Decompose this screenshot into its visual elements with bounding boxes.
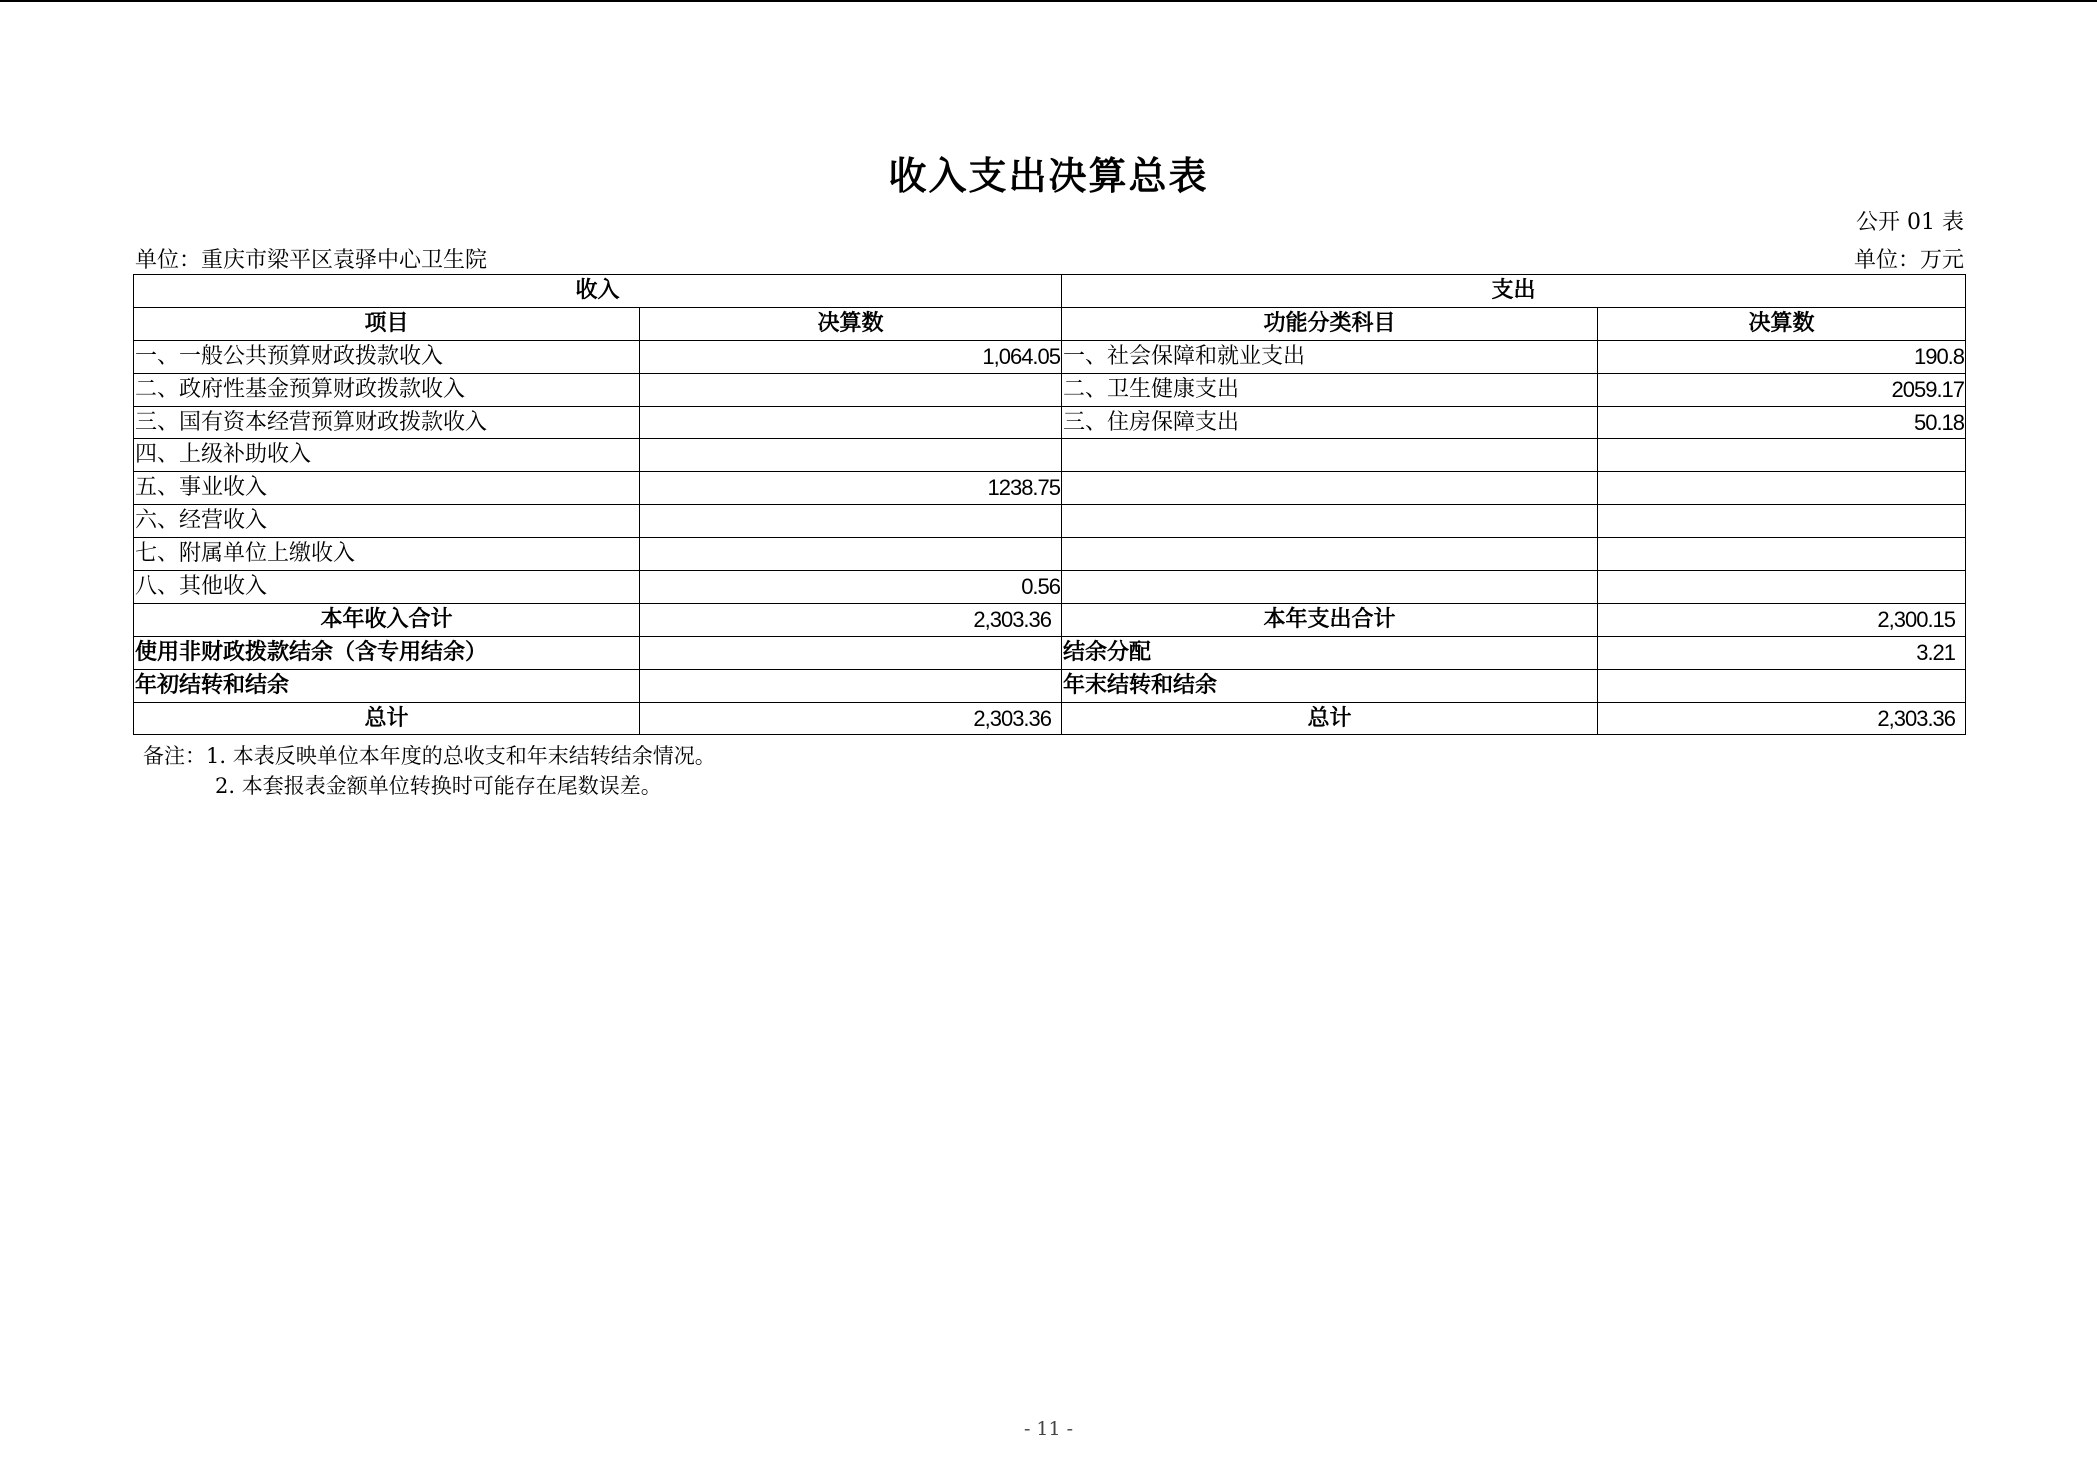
expense-amount bbox=[1598, 439, 1966, 472]
income-item: 一、一般公共预算财政拨款收入 bbox=[134, 340, 640, 373]
table-row bbox=[134, 538, 1966, 571]
income-amount: 1238.75 bbox=[640, 472, 1062, 505]
income-item: 八、其他收入 bbox=[134, 571, 640, 604]
table-row bbox=[134, 439, 1966, 472]
table-row bbox=[134, 505, 1966, 538]
expense-item bbox=[1062, 439, 1598, 472]
budget-summary-table bbox=[133, 274, 1966, 735]
year-expense-total-value: 2,300.15 bbox=[1598, 603, 1966, 636]
expense-amount bbox=[1598, 505, 1966, 538]
grand-total-expense-label: 总计 bbox=[1062, 702, 1598, 735]
table-row bbox=[134, 472, 1966, 505]
income-item: 六、经营收入 bbox=[134, 505, 640, 538]
note-line-2: 2. 本套报表金额单位转换时可能存在尾数误差。 bbox=[215, 774, 662, 798]
table-row bbox=[134, 571, 1966, 604]
year-income-total-label: 本年收入合计 bbox=[134, 603, 640, 636]
income-item: 五、事业收入 bbox=[134, 472, 640, 505]
table-column-header-row bbox=[134, 307, 1966, 340]
income-amount bbox=[640, 439, 1062, 472]
table-row bbox=[134, 373, 1966, 406]
end-balance-label: 年末结转和结余 bbox=[1062, 669, 1598, 702]
nonfiscal-balance-value bbox=[640, 636, 1062, 669]
income-amount bbox=[640, 373, 1062, 406]
income-amount bbox=[640, 505, 1062, 538]
expense-item: 三、住房保障支出 bbox=[1062, 406, 1598, 439]
grand-total-income-value: 2,303.36 bbox=[640, 702, 1062, 735]
expense-amount: 190.8 bbox=[1598, 340, 1966, 373]
year-income-total-value: 2,303.36 bbox=[640, 603, 1062, 636]
begin-balance-label: 年初结转和结余 bbox=[134, 669, 640, 702]
column-header-expense-amount: 决算数 bbox=[1598, 307, 1966, 340]
income-item: 二、政府性基金预算财政拨款收入 bbox=[134, 373, 640, 406]
column-header-income-amount: 决算数 bbox=[640, 307, 1062, 340]
column-header-item: 项目 bbox=[134, 307, 640, 340]
table-section-header-row bbox=[134, 275, 1966, 308]
begin-balance-value bbox=[640, 669, 1062, 702]
note-line-1: 备注：1. 本表反映单位本年度的总收支和年末结转结余情况。 bbox=[143, 744, 716, 768]
expense-amount bbox=[1598, 538, 1966, 571]
year-expense-total-label: 本年支出合计 bbox=[1062, 603, 1598, 636]
grand-total-income-label: 总计 bbox=[134, 702, 640, 735]
organization-unit: 单位：重庆市梁平区袁驿中心卫生院 bbox=[135, 248, 488, 273]
balance-usage-row bbox=[134, 636, 1966, 669]
form-number: 公开 01 表 bbox=[1856, 210, 1964, 235]
expense-amount: 2059.17 bbox=[1598, 373, 1966, 406]
expense-item: 一、社会保障和就业支出 bbox=[1062, 340, 1598, 373]
income-amount bbox=[640, 406, 1062, 439]
table-row bbox=[134, 406, 1966, 439]
expense-section-header: 支出 bbox=[1062, 275, 1966, 308]
top-border-line bbox=[0, 0, 2097, 2]
expense-amount bbox=[1598, 472, 1966, 505]
end-balance-value bbox=[1598, 669, 1966, 702]
table-row bbox=[134, 340, 1966, 373]
surplus-distribution-value: 3.21 bbox=[1598, 636, 1966, 669]
expense-item bbox=[1062, 505, 1598, 538]
page-number: - 11 - bbox=[1023, 1418, 1074, 1440]
income-amount bbox=[640, 538, 1062, 571]
year-total-row bbox=[134, 603, 1966, 636]
grand-total-row bbox=[134, 702, 1966, 735]
grand-total-expense-value: 2,303.36 bbox=[1598, 702, 1966, 735]
surplus-distribution-label: 结余分配 bbox=[1062, 636, 1598, 669]
currency-unit: 单位：万元 bbox=[1853, 248, 1964, 273]
carryover-row bbox=[134, 669, 1966, 702]
expense-item bbox=[1062, 538, 1598, 571]
nonfiscal-balance-label: 使用非财政拨款结余（含专用结余） bbox=[134, 636, 640, 669]
expense-amount bbox=[1598, 571, 1966, 604]
expense-item bbox=[1062, 472, 1598, 505]
expense-item: 二、卫生健康支出 bbox=[1062, 373, 1598, 406]
page-title: 收入支出决算总表 bbox=[888, 154, 1209, 198]
income-item: 三、国有资本经营预算财政拨款收入 bbox=[134, 406, 640, 439]
income-section-header: 收入 bbox=[134, 275, 1062, 308]
income-item: 七、附属单位上缴收入 bbox=[134, 538, 640, 571]
income-item: 四、上级补助收入 bbox=[134, 439, 640, 472]
table-notes bbox=[143, 741, 716, 801]
column-header-function: 功能分类科目 bbox=[1062, 307, 1598, 340]
expense-amount: 50.18 bbox=[1598, 406, 1966, 439]
expense-item bbox=[1062, 571, 1598, 604]
income-amount: 1,064.05 bbox=[640, 340, 1062, 373]
income-amount: 0.56 bbox=[640, 571, 1062, 604]
